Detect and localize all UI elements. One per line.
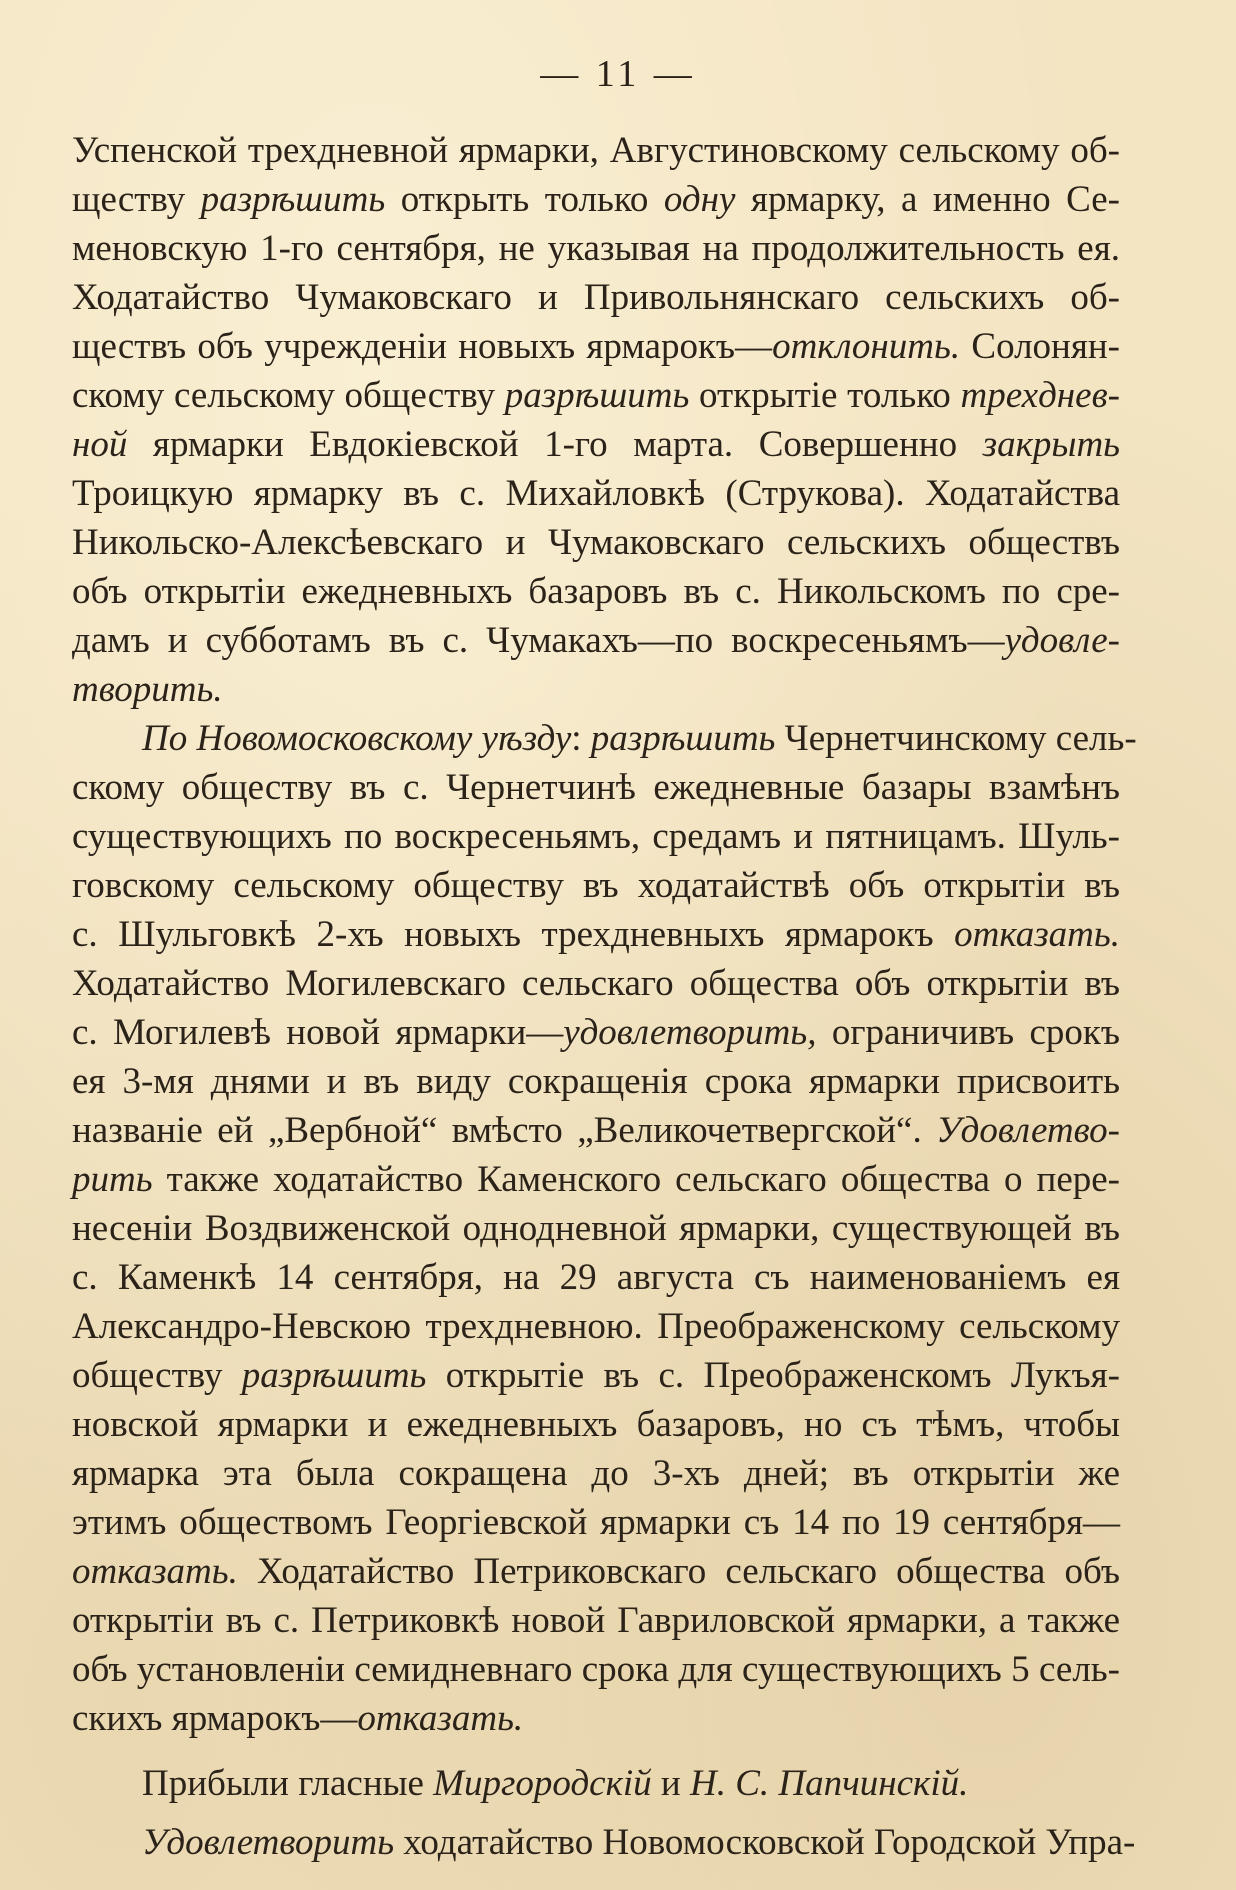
text-line (72, 1008, 1120, 1057)
text-line (72, 1547, 1120, 1596)
text-segment: Прибыли гласные (142, 1763, 434, 1804)
text-line (72, 273, 1120, 322)
text-segment: Солонян- (960, 326, 1120, 367)
text-segment: ярмарки Евдокіевской 1-го марта. Совершенно (127, 424, 983, 465)
text-segment: ея 3-мя днями и въ виду сокращенія срока ярмарки присвоить (72, 1061, 1120, 1102)
paragraph-p4 (72, 1818, 1136, 1867)
text-segment: ярмарка эта была сокращена до 3-хъ дней; въ открытіи же (72, 1453, 1120, 1494)
italic-segment: трехднев- (960, 375, 1120, 416)
italic-segment: разрѣшить (200, 179, 386, 220)
text-segment: объ установленіи семидневнаго срока для существующихъ 5 сель- (72, 1649, 1120, 1690)
text-segment: скихъ ярмарокъ— (72, 1698, 358, 1739)
text-segment: Ходатайство Чумаковскаго и Привольнянскаго сельскихъ об- (72, 277, 1120, 318)
text-segment: Успенской трехдневной ярмарки, Августиновскому сельскому об- (72, 130, 1120, 171)
text-line (72, 1400, 1120, 1449)
text-segment: несеніи Воздвиженской однодневной ярмарки, существующей въ (72, 1208, 1120, 1249)
text-segment: дамъ и субботамъ въ с. Чумакахъ—по воскресеньямъ— (72, 620, 1005, 661)
text-line (72, 1645, 1120, 1694)
italic-segment: отклонить. (772, 326, 961, 367)
italic-segment: удовле- (1004, 620, 1120, 661)
text-segment: ярмарку, а именно Се- (735, 179, 1120, 220)
paragraph-p3 (72, 1759, 1120, 1808)
italic-segment: закрыть (982, 424, 1120, 465)
text-segment: Никольско-Алексѣевскаго и Чумаковскаго сельскихъ обществъ (72, 522, 1120, 563)
italic-segment: разрѣшить (590, 718, 776, 759)
text-segment: с. Каменкѣ 14 сентября, на 29 августа съ наименованіемъ ея (72, 1257, 1120, 1298)
italic-segment: удовлетворить, (563, 1012, 817, 1053)
text-segment: названіе ей „Вербной“ вмѣсто „Великочетвергской“. (72, 1110, 937, 1151)
text-segment: ходатайство Новомосковской Городской Упра- (394, 1822, 1136, 1863)
text-segment: открытіе только (689, 375, 961, 416)
text-line (72, 1694, 1120, 1743)
text-line (72, 1302, 1120, 1351)
text-line (72, 665, 1120, 714)
text-line (72, 1449, 1120, 1498)
text-line (72, 175, 1120, 224)
text-line (72, 714, 1137, 763)
text-segment: открыть только (385, 179, 664, 220)
text-line (72, 371, 1120, 420)
text-line (72, 910, 1120, 959)
text-line (72, 1057, 1120, 1106)
text-segment: открытіи въ с. Петриковкѣ новой Гавриловской ярмарки, а также (72, 1600, 1120, 1641)
text-segment: существующихъ по воскресеньямъ, средамъ и пятницамъ. Шуль- (72, 816, 1120, 857)
text-line (72, 1351, 1120, 1400)
text-line (72, 812, 1120, 861)
text-segment: скому обществу въ с. Чернетчинѣ ежедневные базары взамѣнъ (72, 767, 1120, 808)
text-line (72, 959, 1120, 1008)
body-text (72, 126, 1137, 1867)
text-line (72, 469, 1120, 518)
italic-segment: отказать. (72, 1551, 238, 1592)
text-line (72, 1596, 1120, 1645)
text-segment: ществу (72, 179, 201, 220)
text-line (72, 567, 1120, 616)
text-segment: открытіе въ с. Преображенскомъ Лукъя- (426, 1355, 1120, 1396)
text-segment: ществъ объ учрежденіи новыхъ ярмарокъ— (72, 326, 773, 367)
text-line (72, 1204, 1120, 1253)
text-line (72, 1498, 1120, 1547)
text-line (72, 1759, 1120, 1808)
page-number: — 11 — (540, 53, 696, 95)
italic-segment: отказать. (357, 1698, 524, 1739)
text-line (72, 616, 1120, 665)
italic-segment: По Новомосковскому уѣзду (142, 718, 572, 759)
text-segment: этимъ обществомъ Георгіевской ярмарки съ 14 по 19 сентября— (72, 1502, 1120, 1543)
italic-segment: разрѣшить (504, 375, 690, 416)
text-segment: скому сельскому обществу (72, 375, 505, 416)
text-segment: Ходатайство Петриковскаго сельскаго общества объ (237, 1551, 1120, 1592)
text-line (72, 518, 1120, 567)
text-line (72, 322, 1120, 371)
text-segment: меновскую 1-го сентября, не указывая на продолжительность ея. (72, 228, 1120, 269)
italic-segment: Удовлетво- (936, 1110, 1120, 1151)
text-line (72, 861, 1120, 910)
italic-segment: отказать. (954, 914, 1120, 955)
text-segment: говскому сельскому обществу въ ходатайствѣ объ открытіи въ (72, 865, 1120, 906)
text-line (72, 1106, 1120, 1155)
text-line (72, 420, 1120, 469)
text-segment: Чернетчинскому сель- (775, 718, 1137, 759)
text-segment: Троицкую ярмарку въ с. Михайловкѣ (Струкова). Ходатайства (72, 473, 1120, 514)
italic-segment: рить (72, 1159, 153, 1200)
paragraph-p1 (72, 126, 1120, 714)
text-segment: ограничивъ срокъ (816, 1012, 1120, 1053)
text-segment: новской ярмарки и ежедневныхъ базаровъ, но съ тѣмъ, чтобы (72, 1404, 1120, 1445)
text-line (72, 1155, 1120, 1204)
text-segment: Александро-Невскою трехдневною. Преображенскому сельскому (72, 1306, 1120, 1347)
text-segment: объ открытіи ежедневныхъ базаровъ въ с. Никольскомъ по сре- (72, 571, 1120, 612)
paragraph-p2 (72, 714, 1137, 1743)
italic-segment: Удовлетворить (142, 1822, 395, 1863)
italic-segment: одну (663, 179, 736, 220)
italic-segment: творить. (72, 669, 223, 710)
text-line (72, 126, 1120, 175)
text-line (72, 1253, 1120, 1302)
text-segment: также ходатайство Каменского сельскаго общества о пере- (152, 1159, 1120, 1200)
text-segment: и (651, 1763, 690, 1804)
text-segment: : (571, 718, 591, 759)
text-line (72, 763, 1120, 812)
text-segment: Ходатайство Могилевскаго сельскаго общества объ открытіи въ (72, 963, 1120, 1004)
text-line (72, 1818, 1136, 1867)
text-segment: обществу (72, 1355, 242, 1396)
text-segment: с. Шульговкѣ 2-хъ новыхъ трехдневныхъ ярмарокъ (72, 914, 955, 955)
italic-segment: Н. С. Папчинскій. (689, 1763, 969, 1804)
italic-segment: ной (72, 424, 128, 465)
text-segment: с. Могилевѣ новой ярмарки— (72, 1012, 564, 1053)
italic-segment: разрѣшить (241, 1355, 427, 1396)
text-line (72, 224, 1120, 273)
italic-segment: Миргородскій (433, 1763, 652, 1804)
